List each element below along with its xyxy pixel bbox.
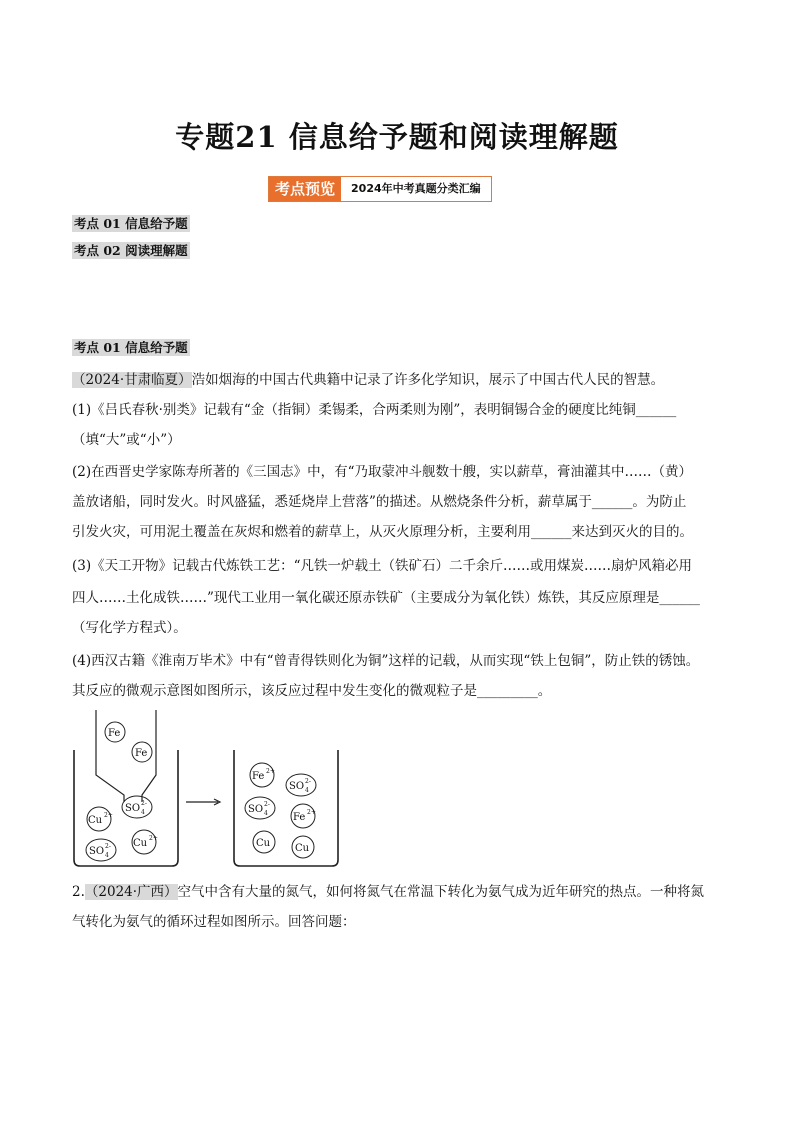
sulfate-charge: 2-	[141, 800, 147, 807]
toc-item-2	[72, 241, 190, 259]
sulfate-label: SO	[248, 804, 264, 815]
sulfate-label: SO	[89, 846, 105, 857]
q1-part3-line1: (3)《天工开物》记载古代炼铁工艺：“凡铁一炉载土（铁矿石）二千余斤……或用煤炭……扇炉风箱必用	[72, 558, 693, 574]
right-particles	[245, 763, 316, 858]
fe-ion-label: Fe	[252, 771, 265, 782]
q2-number: 2.	[72, 884, 85, 900]
sulfate-charge: 2-	[264, 801, 270, 808]
fe-ion-charge: 2+	[266, 768, 275, 775]
sulfate-charge: 2-	[305, 778, 311, 785]
sulfate-subscript: 4	[305, 787, 309, 794]
sulfate-charge: 2-	[105, 843, 111, 850]
cu-ion-label: Cu	[133, 838, 148, 849]
fe-label: Fe	[108, 728, 121, 739]
cu-atom-label: Cu	[295, 843, 310, 854]
q1-part4-line2: 其反应的微观示意图如图所示，该反应过程中发生变化的微观粒子是_________。	[72, 683, 552, 699]
q1-part2-line3: 引发火灾，可用泥土覆盖在灰烬和燃着的薪草上，从灭火原理分析，主要利用______来达到灭火的目的。	[72, 524, 693, 540]
q1-part3-line3: （写化学方程式）。	[72, 620, 187, 636]
fe-ion-label: Fe	[293, 812, 306, 823]
sulfate-subscript: 4	[264, 810, 268, 817]
cu-atom-label: Cu	[256, 838, 271, 849]
preview-banner	[268, 176, 492, 202]
q1-source: （2024·甘肃临夏）	[72, 372, 192, 388]
q1-intro	[72, 366, 727, 394]
reaction-diagram	[68, 710, 368, 870]
fe-label: Fe	[135, 748, 148, 759]
fe-ion-charge: 2+	[307, 809, 316, 816]
q2-line1	[72, 878, 727, 906]
section-heading	[72, 338, 190, 356]
q1-part1-line2: （填“大”或“小”）	[72, 432, 181, 448]
q1-part2-line2: 盖放诸船，同时发火。时风盛猛，悉延烧岸上营落”的描述。从燃烧条件分析，薪草属于______。为防止	[72, 494, 687, 510]
sulfate-label: SO	[289, 781, 305, 792]
q1-part2-line1: (2)在西晋史学家陈寿所著的《三国志》中，有“乃取蒙冲斗舰数十艘，实以薪草，膏油灌其中……（黄）	[72, 464, 693, 480]
section-heading-label: 考点 01 信息给予题	[74, 340, 188, 355]
q2-source: （2024·广西）	[84, 884, 178, 900]
q1-part3-line2: 四人……土化成铁……”现代工业用一氧化碳还原赤铁矿（主要成分为氧化铁）炼铁，其反应原理是______	[72, 590, 700, 606]
q1-part1-line1: (1)《吕氏春秋·别类》记载有“金（指铜）柔锡柔，合两柔则为刚”，表明铜锡合金的硬度比纯铜______	[72, 402, 677, 418]
sulfate-label: SO	[125, 803, 141, 814]
cu-ion-charge: 2+	[149, 835, 158, 842]
cu-ion-charge: 2+	[104, 812, 113, 819]
q2-line2: 气转化为氨气的循环过程如图所示。回答问题：	[72, 914, 356, 930]
cu-ion-label: Cu	[88, 815, 103, 826]
page-title: 专题21 信息给予题和阅读理解题	[175, 120, 619, 154]
toc-item-1	[72, 214, 190, 232]
left-particles	[86, 722, 158, 861]
banner-tag: 考点预览	[269, 177, 341, 201]
q1-part4-line1: (4)西汉古籍《淮南万毕术》中有“曾青得铁则化为铜”这样的记载，从而实现“铁上包铜”，防止铁的锈蚀。	[72, 653, 700, 669]
sulfate-subscript: 4	[105, 852, 109, 859]
toc-item-label: 考点 01 信息给予题	[74, 216, 188, 231]
sulfate-subscript: 4	[141, 809, 145, 816]
q2-line1-text: 空气中含有大量的氮气，如何将氮气在常温下转化为氨气成为近年研究的热点。一种将氮	[177, 884, 705, 900]
toc-item-label: 考点 02 阅读理解题	[74, 243, 188, 258]
banner-subtitle: 2024年中考真题分类汇编	[341, 177, 491, 201]
q1-intro-text: 浩如烟海的中国古代典籍中记录了许多化学知识，展示了中国古代人民的智慧。	[191, 372, 665, 388]
